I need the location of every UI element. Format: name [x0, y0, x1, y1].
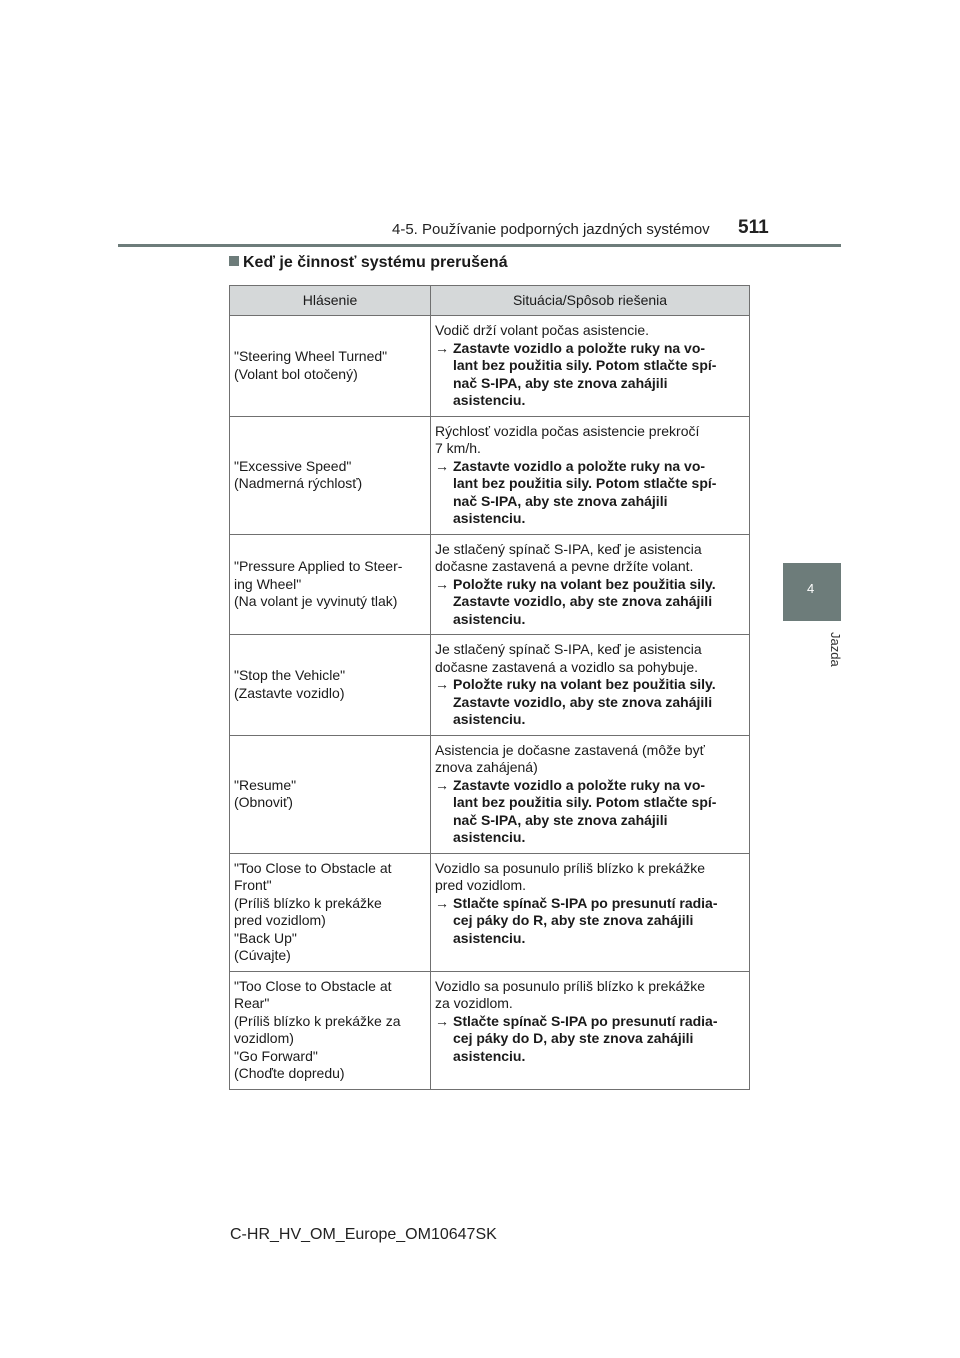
- action-text: Položte ruky na volant bez použitia sily.: [453, 575, 716, 592]
- arrow-indent: [435, 912, 453, 930]
- message-cell: [230, 416, 431, 534]
- message-line: Rear": [234, 995, 270, 1011]
- situation-cell: [431, 635, 750, 736]
- action-text: lant bez použitia sily. Potom stlačte spí-: [453, 475, 717, 491]
- action-text: nač S-IPA, aby ste znova zahájili: [453, 811, 668, 828]
- situation-line: Je stlačený spínač S-IPA, keď je asistencia: [435, 641, 702, 657]
- message-line: (Zastavte vozidlo): [234, 684, 345, 701]
- action-line: [435, 694, 744, 712]
- situation-line: Vozidlo sa posunulo príliš blízko k prekážke: [435, 859, 706, 876]
- action-line: [435, 1048, 744, 1066]
- message-line: (Príliš blízko k prekážke za: [234, 1012, 401, 1029]
- message-line: "Excessive Speed": [234, 457, 352, 474]
- arrow-indent: [435, 357, 453, 375]
- situation-cell: [431, 534, 750, 635]
- running-header-section: 4-5. Používanie podporných jazdných systémov: [392, 221, 710, 238]
- heading-square-bullet: [229, 256, 239, 266]
- action-text: Zastavte vozidlo a položte ruky na vo-: [453, 339, 706, 356]
- arrow-indent: [435, 593, 453, 611]
- action-line: [435, 611, 744, 629]
- action-text: Stlačte spínač S-IPA po presunutí radia-: [453, 894, 718, 911]
- action-line: [435, 829, 744, 847]
- table-row: [230, 853, 750, 971]
- message-cell: [230, 635, 431, 736]
- message-line: (Nadmerná rýchlosť): [234, 475, 363, 491]
- action-text: asistenciu.: [453, 610, 526, 627]
- action-text: asistenciu.: [453, 510, 526, 526]
- message-line: (Choďte dopredu): [234, 1065, 345, 1081]
- section-heading-text: Keď je činnosť systému prerušená: [243, 254, 508, 271]
- message-line: (Obnoviť): [234, 794, 293, 810]
- message-line: "Too Close to Obstacle at: [234, 859, 392, 876]
- action-text: cej páky do R, aby ste znova zahájili: [453, 912, 694, 928]
- action-text: lant bez použitia sily. Potom stlačte spí-: [453, 357, 717, 373]
- table-header-row: [230, 286, 750, 316]
- action-line: [435, 510, 744, 528]
- action-text: Zastavte vozidlo, aby ste znova zahájili: [453, 593, 713, 609]
- message-line: vozidlom): [234, 1030, 294, 1046]
- action-line: [435, 357, 744, 375]
- action-line: [435, 375, 744, 393]
- header-rule: [118, 244, 841, 247]
- arrow-indent: [435, 711, 453, 729]
- action-text: Položte ruky na volant bez použitia sily.: [453, 676, 716, 692]
- action-line: [435, 676, 744, 694]
- situation-cell: [431, 316, 750, 417]
- table-row: [230, 534, 750, 635]
- message-cell: [230, 316, 431, 417]
- message-line: "Go Forward": [234, 1047, 318, 1064]
- arrow-indent: [435, 493, 453, 511]
- column-header-message: Hlásenie: [230, 286, 431, 316]
- arrow-indent: [435, 694, 453, 712]
- arrow-indent: [435, 475, 453, 493]
- situation-line: za vozidlom.: [435, 995, 513, 1011]
- table-row: [230, 735, 750, 853]
- table-row: [230, 416, 750, 534]
- situation-line: pred vozidlom.: [435, 877, 527, 893]
- column-header-situation: Situácia/Spôsob riešenia: [431, 286, 750, 316]
- page-number: 511: [738, 217, 769, 238]
- action-line: [435, 576, 744, 594]
- message-line: "Stop the Vehicle": [234, 667, 346, 684]
- arrow-indent: [435, 392, 453, 410]
- action-text: Stlačte spínač S-IPA po presunutí radia-: [453, 1012, 718, 1029]
- situation-line: Vodič drží volant počas asistencie.: [435, 322, 650, 338]
- action-text: asistenciu.: [453, 392, 526, 408]
- table-row: [230, 316, 750, 417]
- message-line: pred vozidlom): [234, 912, 326, 928]
- situation-line: dočasne zastavená a pevne držíte volant.: [435, 558, 694, 574]
- action-text: Zastavte vozidlo a položte ruky na vo-: [453, 776, 706, 793]
- message-cell: [230, 735, 431, 853]
- arrow-right-icon: →: [435, 776, 449, 793]
- message-cell: [230, 853, 431, 971]
- situation-cell: [431, 735, 750, 853]
- situation-line: Rýchlosť vozidla počas asistencie prekročí: [435, 422, 700, 439]
- messages-table: [229, 285, 750, 1090]
- situation-line: Asistencia je dočasne zastavená (môže byť: [435, 741, 705, 758]
- message-line: (Na volant je vyvinutý tlak): [234, 593, 398, 609]
- action-line: [435, 1030, 744, 1048]
- message-line: (Cúvajte): [234, 947, 291, 963]
- action-text: lant bez použitia sily. Potom stlačte spí-: [453, 794, 717, 810]
- message-line: (Volant bol otočený): [234, 365, 358, 382]
- action-line: [435, 930, 744, 948]
- arrow-right-icon: →: [435, 575, 449, 592]
- situation-cell: [431, 971, 750, 1089]
- situation-line: znova zahájená): [435, 759, 538, 775]
- message-line: ing Wheel": [234, 575, 302, 592]
- action-line: [435, 1013, 744, 1031]
- message-line: "Resume": [234, 776, 297, 793]
- action-line: [435, 458, 744, 476]
- arrow-indent: [435, 812, 453, 830]
- arrow-right-icon: →: [435, 894, 449, 911]
- action-text: nač S-IPA, aby ste znova zahájili: [453, 492, 668, 509]
- arrow-right-icon: →: [435, 676, 449, 692]
- action-line: [435, 912, 744, 930]
- situation-cell: [431, 853, 750, 971]
- action-line: [435, 475, 744, 493]
- message-cell: [230, 534, 431, 635]
- action-line: [435, 777, 744, 795]
- chapter-number: 4: [807, 581, 815, 596]
- arrow-indent: [435, 510, 453, 528]
- situation-line: Vozidlo sa posunulo príliš blízko k prekážke: [435, 977, 706, 994]
- arrow-indent: [435, 794, 453, 812]
- action-line: [435, 812, 744, 830]
- action-text: asistenciu.: [453, 929, 526, 946]
- arrow-indent: [435, 375, 453, 393]
- situation-line: dočasne zastavená a vozidlo sa pohybuje.: [435, 658, 699, 675]
- arrow-right-icon: →: [435, 457, 449, 474]
- situation-line: 7 km/h.: [435, 440, 481, 456]
- action-text: nač S-IPA, aby ste znova zahájili: [453, 374, 668, 391]
- section-heading: [229, 254, 508, 272]
- situation-line: Je stlačený spínač S-IPA, keď je asistencia: [435, 540, 702, 557]
- message-line: Front": [234, 877, 272, 893]
- chapter-tab: [783, 563, 841, 621]
- arrow-indent: [435, 1030, 453, 1048]
- action-text: asistenciu.: [453, 1047, 526, 1064]
- chapter-label: Jazda: [828, 632, 843, 667]
- action-text: asistenciu.: [453, 829, 526, 845]
- table-row: [230, 635, 750, 736]
- arrow-indent: [435, 1048, 453, 1066]
- document-code-footer: C-HR_HV_OM_Europe_OM10647SK: [230, 1226, 497, 1243]
- action-line: [435, 340, 744, 358]
- situation-cell: [431, 416, 750, 534]
- action-text: Zastavte vozidlo, aby ste znova zahájili: [453, 693, 713, 710]
- arrow-right-icon: →: [435, 1012, 449, 1029]
- message-cell: [230, 971, 431, 1089]
- arrow-indent: [435, 829, 453, 847]
- chapter-label-vertical: [781, 632, 843, 667]
- message-line: "Too Close to Obstacle at: [234, 977, 392, 994]
- action-line: [435, 895, 744, 913]
- action-line: [435, 593, 744, 611]
- action-line: [435, 392, 744, 410]
- action-line: [435, 493, 744, 511]
- action-text: asistenciu.: [453, 711, 526, 727]
- action-line: [435, 711, 744, 729]
- message-line: "Pressure Applied to Steer-: [234, 558, 403, 574]
- arrow-indent: [435, 930, 453, 948]
- arrow-right-icon: →: [435, 339, 449, 356]
- action-text: Zastavte vozidlo a položte ruky na vo-: [453, 457, 706, 474]
- message-line: "Back Up": [234, 929, 297, 946]
- action-line: [435, 794, 744, 812]
- message-line: "Steering Wheel Turned": [234, 348, 388, 365]
- table-row: [230, 971, 750, 1089]
- action-text: cej páky do D, aby ste znova zahájili: [453, 1030, 694, 1046]
- message-line: (Príliš blízko k prekážke: [234, 894, 382, 911]
- arrow-indent: [435, 611, 453, 629]
